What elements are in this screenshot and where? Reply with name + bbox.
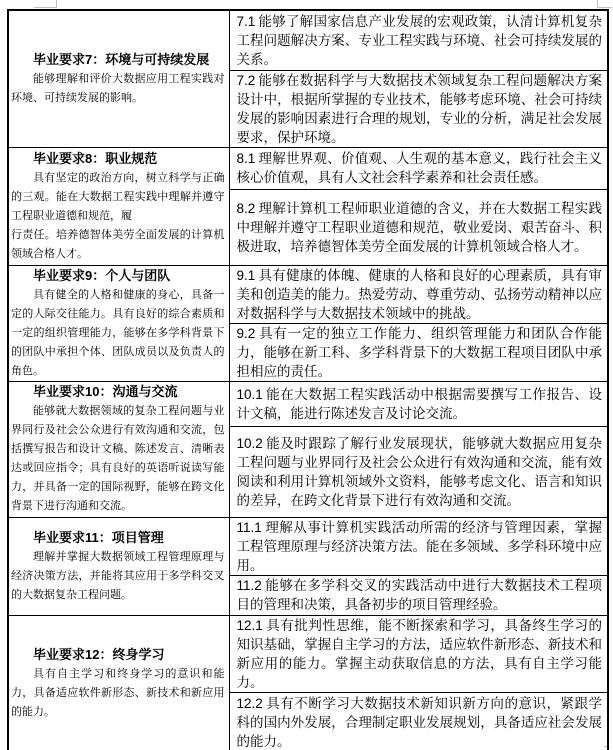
requirement-7-title: 毕业要求7：环境与可持续发展	[33, 51, 210, 67]
indicator-10-2-text: 能及时跟踪了解行业发展现状，能够就大数据应用复杂工程问题与业界同行及社会公众进行有效沟通和交流，能有效阅读和利用计算机领域外文资料，能够考虑文化、语言和知识的差异，在跨文化背景下进行有效沟通和交流。	[236, 435, 602, 508]
indicator-10-2-number: 10.2	[236, 435, 263, 451]
indicator-8-2-text: 理解计算机工程师职业道德的含义，并在大数据工程实践中理解并遵守工程职业道德和规范，敬业爱岗、艰苦奋斗、积极进取，培养德智体美劳全面发展的计算机领域合格人才。	[236, 200, 602, 254]
table-row	[8, 381, 608, 426]
requirement-9-cell	[8, 265, 229, 381]
requirement-11-title: 毕业要求11：项目管理	[33, 529, 164, 545]
indicator-10-1-text: 能在大数据工程实践活动中根据需要撰写工作报告、设计文稿，能进行陈述发言及讨论交流。	[236, 386, 602, 421]
margin-mark-top-right-horizontal	[597, 7, 612, 8]
requirement-9-title: 毕业要求9：个人与团队	[33, 267, 171, 283]
indicator-9-1-text: 具有健康的体魄、健康的人格和良好的心理素质，具有审美和创造美的能力。热爱劳动、尊重劳动、弘扬劳动精神以应对数据科学与大数据技术领域中的挑战。	[236, 267, 602, 321]
requirement-11-description: 理解并掌握大数据领域工程管理原理与经济决策方法，并能将其应用于多学科交叉的大数据复杂工程问题。	[11, 550, 225, 601]
requirement-12-cell	[8, 615, 229, 750]
indicator-8-2-number: 8.2	[236, 200, 256, 216]
requirement-7-description: 能够理解和评价大数据应用工程实践对环境、可持续发展的影响。	[11, 72, 225, 104]
requirement-8-title: 毕业要求8：职业规范	[33, 150, 158, 166]
indicator-7-2-number: 7.2	[236, 72, 256, 88]
margin-mark-top-left-vertical	[56, 0, 57, 8]
indicator-10-1-cell	[229, 381, 608, 426]
requirement-8-description: 具有坚定的政治方向，树立科学与正确的三观。能在大数据工程实践中理解并遵守工程职业道德和规范，履	[11, 171, 225, 222]
indicator-7-1-number: 7.1	[236, 13, 256, 29]
indicator-7-2-cell	[229, 70, 608, 147]
graduation-requirements-table	[7, 9, 609, 750]
indicator-12-2-number: 12.2	[236, 695, 263, 711]
indicator-10-1-number: 10.1	[236, 386, 263, 402]
table-row	[8, 517, 608, 575]
indicator-7-1-text: 能够了解国家信息产业发展的宏观政策，认清计算机复杂工程问题解决方案、专业工程实践与环境、社会可持续发展的关系。	[236, 13, 602, 67]
indicator-11-1-text: 理解从事计算机实践活动所需的经济与管理因素，掌握工程管理原理与经济决策方法。能在多领域、多学科环境中应用。	[236, 519, 602, 573]
table-row	[8, 10, 608, 70]
requirement-12-title: 毕业要求12：终身学习	[33, 647, 165, 663]
requirement-10-cell	[8, 381, 229, 517]
indicator-9-1-number: 9.1	[236, 267, 256, 283]
requirement-7-cell	[8, 10, 229, 147]
indicator-9-1-cell	[229, 265, 608, 323]
indicator-8-1-text: 理解世界观、价值观、人生观的基本意义，践行社会主义核心价值观，具有人文社会科学素养和社会责任感。	[236, 151, 602, 185]
indicator-8-1-cell	[229, 147, 608, 189]
indicator-7-1-cell	[229, 10, 608, 70]
table-row	[8, 147, 608, 189]
requirement-8-description-continued: 行责任。培养德智体美劳全面发展的计算机领域合格人才。	[11, 228, 225, 260]
requirement-8-cell	[8, 147, 229, 265]
indicator-9-2-text: 具有一定的独立工作能力、组织管理能力和团队合作能力，能够在新工科、多学科背景下的大数据工程项目团队中承担相应的责任。	[236, 325, 602, 379]
indicator-9-2-cell	[229, 323, 608, 381]
indicator-12-2-cell	[229, 692, 608, 750]
margin-mark-top-left-horizontal	[34, 7, 57, 8]
indicator-12-1-text: 具有批判性思维，能不断探索和学习，具备终生学习的知识基础，掌握自主学习的方法，适应软件新形态、新技术和新应用的能力。掌握主动获取信息的方法，具有自主学习能力。	[236, 617, 602, 690]
indicator-8-2-cell	[229, 189, 608, 265]
indicator-12-2-text: 具有不断学习大数据技术新知识新方向的意识，紧跟学科的国内外发展，合理制定职业发展规划，具备适应社会发展的能力。	[236, 695, 602, 749]
requirement-10-description: 能够就大数据领域的复杂工程问题与业界同行及社会公众进行有效沟通和交流，包括撰写报告和设计文稿、陈述发言、清晰表达或回应指令；具有良好的英语听说读写能力，并具备一定的国际视野，能够在跨文化背景下进行沟通和交流。	[11, 405, 225, 512]
indicator-8-1-number: 8.1	[236, 151, 256, 166]
indicator-9-2-number: 9.2	[236, 325, 256, 341]
indicator-11-2-number: 11.2	[236, 578, 262, 593]
indicator-10-2-cell	[229, 426, 608, 517]
indicator-11-2-text: 能够在多学科交叉的实践活动中进行大数据技术工程项目的管理和决策，具备初步的项目管理经验。	[236, 578, 602, 612]
indicator-12-1-number: 12.1	[236, 617, 263, 633]
indicator-11-1-cell	[229, 517, 608, 575]
indicator-12-1-cell	[229, 615, 608, 692]
requirement-11-cell	[8, 517, 229, 615]
table-row	[8, 265, 608, 323]
requirement-12-description: 具有自主学习和终身学习的意识和能力，具备适应软件新形态、新技术和新应用的能力。	[11, 668, 225, 719]
indicator-7-2-text: 能够在数据科学与大数据技术领域复杂工程问题解决方案设计中，根据所掌握的专业技术，能够考虑环境、社会可持续发展的影响因素进行合理的规划，专业的分析，满足社会发展要求，保护环境。	[236, 72, 602, 145]
requirement-9-description: 具有健全的人格和健康的身心，具备一定的人际交往能力。具有良好的综合素质和一定的组织管理能力，能够在多学科背景下的团队中承担个体、团队成员以及负责人的角色。	[11, 288, 225, 377]
table-row	[8, 615, 608, 692]
indicator-11-1-number: 11.1	[236, 519, 262, 535]
requirement-10-title: 毕业要求10：沟通与交流	[33, 384, 178, 399]
indicator-11-2-cell	[229, 575, 608, 615]
